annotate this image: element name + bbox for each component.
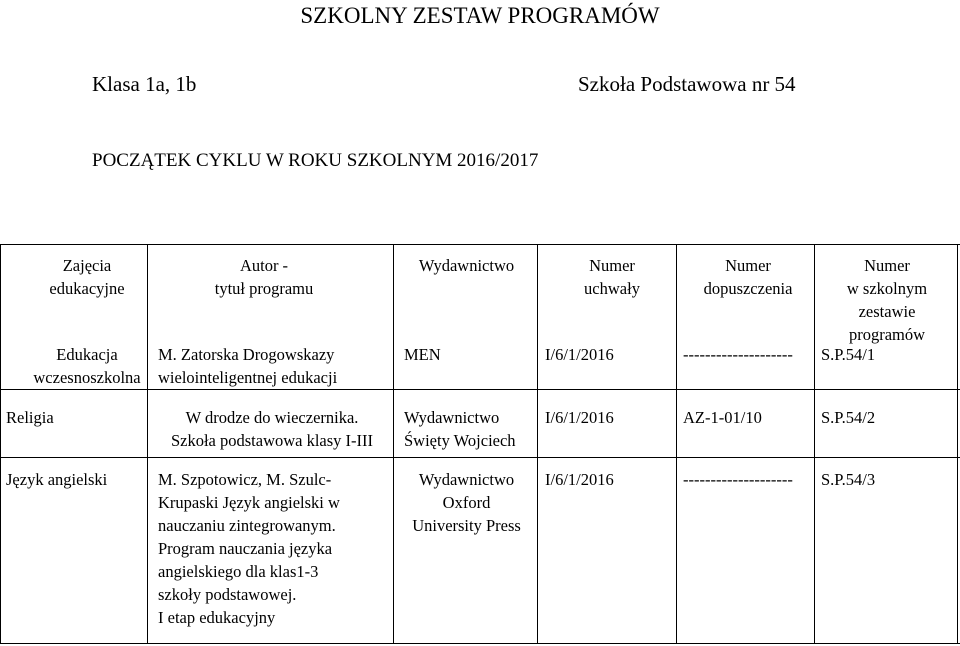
row-1-publisher: MEN [404, 345, 441, 364]
table-row-divider-2 [0, 457, 960, 458]
row-2-approval: AZ-1-01/10 [683, 408, 762, 427]
row-1-subject: Edukacja wczesnoszkolna [33, 345, 141, 387]
row-3-author: M. Szpotowicz, M. Szulc- Krupaski Język angielski w nauczaniu zintegrowanym. Program nauczania języka angielskiego dla klas1-3 szkoły podstawowej. I etap edukacyjny [158, 470, 340, 627]
header-approval: Numer dopuszczenia [703, 256, 793, 298]
header-subject: Zajęcia edukacyjne [49, 256, 125, 298]
cycle-label: POCZĄTEK CYKLU W ROKU SZKOLNYM 2016/2017 [92, 150, 539, 171]
row-3-resolution: I/6/1/2016 [545, 470, 614, 489]
row-1-school-number: S.P.54/1 [821, 345, 876, 364]
document-title: SZKOLNY ZESTAW PROGRAMÓW [300, 3, 660, 28]
header-publisher: Wydawnictwo [418, 256, 515, 275]
table-row-divider-1 [0, 389, 960, 390]
row-2-author: W drodze do wieczernika. Szkoła podstawowa klasy I-III [170, 408, 374, 450]
header-school-number: Numer w szkolnym zestawie programów [846, 256, 928, 344]
header-resolution: Numer uchwały [584, 256, 640, 298]
row-2-school-number: S.P.54/2 [821, 408, 876, 427]
row-3-approval: -------------------- [683, 470, 793, 489]
header-author: Autor - tytuł programu [214, 256, 314, 298]
row-1-author: M. Zatorska Drogowskazy wielointeligentnej edukacji [158, 345, 338, 387]
row-2-subject: Religia [6, 408, 54, 427]
class-label: Klasa 1a, 1b [92, 72, 197, 96]
column-divider-3 [537, 244, 538, 644]
table-top-border [0, 244, 960, 245]
row-3-school-number: S.P.54/3 [821, 470, 876, 489]
row-1-approval: -------------------- [683, 345, 793, 364]
table-bottom-border [0, 643, 960, 644]
row-3-publisher: Wydawnictwo Oxford University Press [412, 470, 521, 535]
row-1-resolution: I/6/1/2016 [545, 345, 614, 364]
row-2-resolution: I/6/1/2016 [545, 408, 614, 427]
column-divider-4 [676, 244, 677, 644]
row-2-publisher: Wydawnictwo Święty Wojciech [404, 408, 516, 450]
school-label: Szkoła Podstawowa nr 54 [578, 72, 796, 96]
row-3-subject: Język angielski [6, 470, 108, 489]
table-left-border [0, 244, 1, 644]
